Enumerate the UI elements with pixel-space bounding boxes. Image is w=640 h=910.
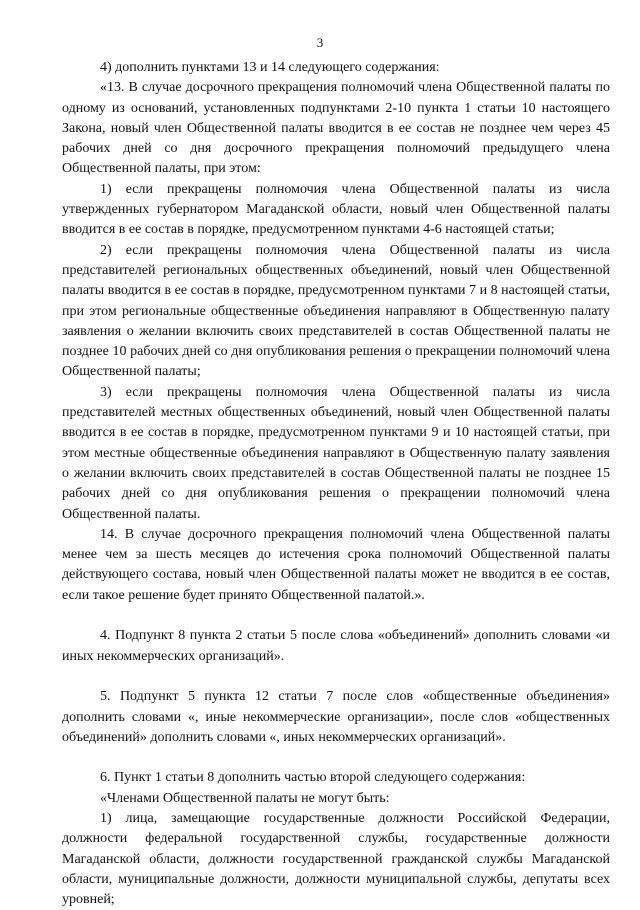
paragraph: «Членами Общественной палаты не могут быть: [100,790,390,806]
paragraph: 14. В случае досрочного прекращения полномочий члена Общественной палаты менее чем за шесть месяцев до истечения срока полномочий Общественной палаты действующего состава, новый член Общественной палаты может не вводится в ее состав, если такое решение будет принято Общественной палатой.». [62,526,610,603]
paragraph: 2) если прекращены полномочия члена Общественной палаты из числа представителей региональных общественных объединений, новый член Общественной палаты вводится в ее состав в порядке, предусмотренном пунктами 7 и 8 настоящей статьи, при этом региональные общественные объединения направляют в Общественную палату заявления о желании включить своих представителей в состав Общественной палаты не позднее 10 рабочих дней со дня опубликования решения о прекращении полномочий члена Общественной палаты; [62,242,610,380]
paragraph-gap [62,748,610,768]
paragraph-gap [62,606,610,626]
paragraph: 1) если прекращены полномочия члена Общественной палаты из числа утвержденных губернатором Магаданской области, новый член Общественной палаты вводится в ее состав в порядке, предусмотренном пунктами 4-6 настоящей статьи; [62,181,610,238]
paragraph: 6. Пункт 1 статьи 8 дополнить частью второй следующего содержания: [100,770,526,786]
paragraph: 5. Подпункт 5 пункта 12 статьи 7 после слов «общественные объединения» дополнить словами «, иные некоммерческие организации», после слов «общественных объединений» дополнить словами «, иных некоммерческих организаций». [62,689,610,745]
paragraph: 3) если прекращены полномочия члена Общественной палаты из числа представителей местных общественных объединений, новый член Общественной палаты вводится в ее состав в порядке, предусмотренном пунктами 9 и 10 настоящей статьи, при этом местные общественные объединения направляют в Общественную палату заявления о желании включить своих представителей в состав Общественной палаты не позднее 15 рабочих дней со дня опубликования решения о прекращении полномочий члена Общественной палаты. [62,384,610,522]
page-number: 3 [316,35,324,50]
paragraph: 4. Подпункт 8 пункта 2 статьи 5 после слова «объединений» дополнить словами «и иных некоммерческих организаций». [62,628,610,664]
document-body [62,58,610,910]
paragraph: 4) дополнить пунктами 13 и 14 следующего содержания: [100,60,440,75]
paragraph: 1) лица, замещающие государственные должности Российской Федерации, должности федеральной государственной службы, государственные должности Магаданской области, должности государственной гражданской службы Магаданской области, муниципальные должности, должности муниципальной службы, депутаты всех уровней; [62,810,610,908]
paragraph: «13. В случае досрочного прекращения полномочий члена Общественной палаты по одному из оснований, установленных подпунктами 2-10 пункта 1 статьи 10 настоящего Закона, новый член Общественной палаты вводится в ее состав не позднее чем через 45 рабочих дней со дня досрочного прекращения полномочий предыдущего члена Общественной палаты, при этом: [62,80,610,177]
paragraph-gap [62,667,610,687]
